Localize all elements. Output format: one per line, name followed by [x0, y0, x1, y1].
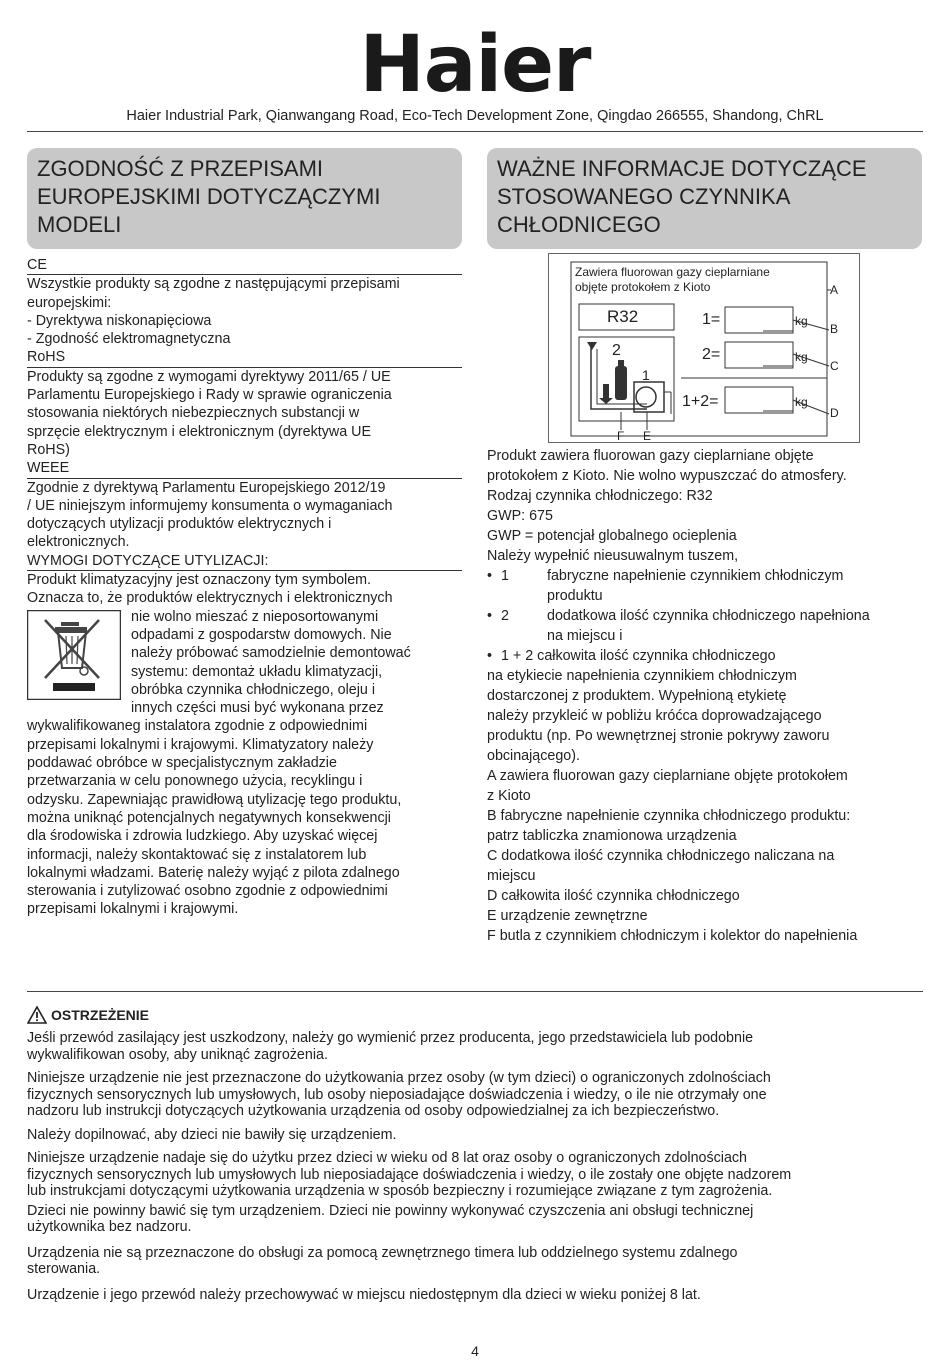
- disposal-line: poddawać obróbce w specjalistycznym zakładzie: [27, 755, 337, 772]
- kg-unit: kg: [795, 314, 808, 328]
- warning-line: Jeśli przewód zasilający jest uszkodzony, należy go wymienić przez producenta, jego przedstawiciela lub podobnie: [27, 1030, 754, 1046]
- ce-line: - Dyrektywa niskonapięciowa: [27, 312, 212, 329]
- diagram-label-line1: Zawiera fluorowan gazy cieplarniane: [575, 265, 770, 279]
- refrigerant-type: R32: [607, 307, 639, 326]
- warning-line: fizycznych sensorycznych lub umysłowych lub nieposiadające doświadczenia i wiedzy, o ile zostały one objęte nadzorem: [27, 1166, 792, 1183]
- disposal-line: wykwalifikowaneg instalatora zgodnie z odpowiednimi: [27, 718, 368, 735]
- right-section-header: [487, 148, 922, 249]
- bullet-item: • 2 dodatkowa ilość czynnika chłodniczego napełniona na miejscu i: [487, 608, 870, 644]
- rohs-line: Parlamentu Europejskiego i Rady w sprawie ograniczenia: [27, 387, 392, 404]
- warning-paragraph: [27, 1203, 927, 1236]
- disposal-line: systemu: demontaż układu klimatyzacji,: [131, 663, 383, 680]
- row3-label: 1+2=: [682, 393, 719, 410]
- warning-paragraph: [27, 1287, 927, 1304]
- warning-paragraph: [27, 1127, 927, 1144]
- letter-d: D: [830, 406, 839, 420]
- page-number: 4: [471, 1343, 479, 1359]
- disposal-line: sterowania i zutylizować osobno zgodnie z odpowiednimi: [27, 883, 388, 900]
- left-header-line: MODELI: [37, 212, 122, 237]
- warning-line: sterowania.: [27, 1261, 101, 1277]
- refrigerant-line: miejscu: [487, 868, 536, 884]
- rohs-line: RoHS): [27, 441, 70, 458]
- disposal-line: nie wolno mieszać z nieposortowanymi: [131, 608, 379, 625]
- refrigerant-line: GWP: 675: [487, 508, 553, 524]
- ce-line: europejskimi:: [27, 294, 112, 311]
- warning-section: [27, 1006, 927, 1303]
- bullet-text: na miejscu i: [547, 628, 623, 644]
- disposal-title: WYMOGI DOTYCZĄCE UTYLIZACJI:: [27, 552, 462, 571]
- refrigerant-line: z Kioto: [487, 788, 531, 804]
- right-header-line: CHŁODNICEGO: [497, 212, 661, 237]
- disposal-line: Produkt klimatyzacyjny jest oznaczony tym symbolem.: [27, 572, 372, 589]
- refrigerant-line: patrz tabliczka znamionowa urządzenia: [487, 828, 737, 844]
- disposal-line: można uniknąć potencjalnych negatywnych konsekwencji: [27, 809, 391, 826]
- letter-a: A: [830, 283, 839, 297]
- disposal-line: odpadami z gospodarstw domowych. Nie: [131, 626, 392, 643]
- bullet-text: fabryczne napełnienie czynnikiem chłodniczym: [547, 568, 844, 584]
- row2-label: 2=: [702, 346, 721, 363]
- kg-unit: kg: [795, 395, 808, 409]
- warning-paragraph: [27, 1150, 927, 1200]
- ce-line: Wszystkie produkty są zgodne z następującymi przepisami: [27, 276, 400, 293]
- left-header-line: EUROPEJSKIMI DOTYCZĄCZYMI: [37, 184, 381, 209]
- warning-line: lub instrukcjami dotyczącymi użytkowania urządzenia w sposób bezpieczny i rozumiejące związane z tym zagrożenia.: [27, 1183, 773, 1199]
- warning-triangle-icon: [27, 1006, 47, 1024]
- rohs-line: stosowania niektórych niebezpiecznych substancji w: [27, 405, 360, 422]
- weee-line: / UE niniejszym informujemy konsumenta o wymaganiach: [27, 497, 393, 514]
- number-2: 2: [612, 342, 621, 359]
- warning-paragraph: [27, 1245, 927, 1278]
- left-section-header: [27, 148, 462, 249]
- crossed-bin-icon: [27, 610, 121, 700]
- refrigerant-line: dostarczonej z produktem. Wypełnioną etykietę: [487, 688, 787, 704]
- company-address: Haier Industrial Park, Qianwangang Road, Eco-Tech Development Zone, Qingdao 266555, Shandong, ChRL: [126, 108, 824, 124]
- weee-line: Zgodnie z dyrektywą Parlamentu Europejskiego 2012/19: [27, 479, 386, 496]
- bullet-text: dodatkowa ilość czynnika chłodniczego napełniona: [547, 608, 870, 624]
- disposal-line: należy próbować samodzielnie demontować: [131, 645, 411, 662]
- diagram-label-line2: objęte protokołem z Kioto: [575, 280, 711, 294]
- kg-unit: kg: [795, 350, 808, 364]
- ce-line: - Zgodność elektromagnetyczna: [27, 331, 231, 348]
- bullet-num: 2: [501, 608, 509, 624]
- refrigerant-line: Rodzaj czynnika chłodniczego: R32: [487, 488, 713, 504]
- letter-f: F: [617, 429, 625, 443]
- disposal-line: Oznacza to, że produktów elektrycznych i elektronicznych: [27, 590, 393, 607]
- row1-label: 1=: [702, 311, 721, 328]
- bullet-text: 1 + 2 całkowita ilość czynnika chłodniczego: [501, 648, 776, 664]
- bullet-item: • 1 + 2 całkowita ilość czynnika chłodniczego: [487, 648, 776, 664]
- refrigerant-line: protokołem z Kioto. Nie wolno wypuszczać do atmosfery.: [487, 468, 847, 484]
- refrigerant-line: GWP = potencjał globalnego ocieplenia: [487, 528, 737, 544]
- refrigerant-line: Należy wypełnić nieusuwalnym tuszem,: [487, 548, 739, 564]
- disposal-wrapped-text: [131, 608, 411, 718]
- weee-line: elektronicznych.: [27, 534, 130, 551]
- warning-divider: [27, 991, 923, 992]
- right-column: [487, 446, 927, 946]
- bullet-item: • 1 fabryczne napełnienie czynnikiem chłodniczym produktu: [487, 568, 844, 604]
- disposal-line: przepisami lokalnymi i krajowymi. Klimatyzatory należy: [27, 736, 374, 753]
- ce-title: CE: [27, 256, 462, 275]
- refrigerant-line: Produkt zawiera fluorowan gazy cieplarniane objęte: [487, 448, 814, 464]
- refrigerant-line: D całkowita ilość czynnika chłodniczego: [487, 888, 740, 904]
- warning-line: wykwalifikowan osoby, aby uniknąć zagrożenia.: [27, 1046, 328, 1063]
- letter-b: B: [830, 322, 839, 336]
- refrigerant-line: C dodatkowa ilość czynnika chłodniczego naliczana na: [487, 848, 835, 864]
- warning-line: Niniejsze urządzenie nie jest przeznaczone do użytkowania przez osoby (w tym dzieci) o ograniczonych zdolnościach: [27, 1070, 771, 1086]
- refrigerant-line: F butla z czynnikiem chłodniczym i kolektor do napełnienia: [487, 928, 858, 944]
- letter-e: E: [643, 429, 652, 443]
- weee-line: dotyczących utylizacji produktów elektrycznych i: [27, 516, 332, 533]
- disposal-line: przetwarzania w celu ponownego użycia, recyklingu i: [27, 773, 363, 790]
- left-header-line: ZGODNOŚĆ Z PRZEPISAMI: [37, 156, 324, 181]
- right-header-line: STOSOWANEGO CZYNNIKA: [497, 184, 791, 209]
- warning-line: Urządzenie i jego przewód należy przechowywać w miejscu niedostępnym dla dzieci w wieku poniżej 8 lat.: [27, 1286, 701, 1303]
- refrigerant-line: na etykiecie napełnienia czynnikiem chłodniczym: [487, 668, 797, 684]
- weee-title: WEEE: [27, 459, 462, 478]
- refrigerant-line: A zawiera fluorowan gazy cieplarniane objęte protokołem: [487, 768, 848, 784]
- rohs-line: sprzęcie elektrycznym i elektronicznym (dyrektywa UE: [27, 423, 372, 440]
- warning-line: Dzieci nie powinny bawić się tym urządzeniem. Dzieci nie powinny wykonywać czyszczenia ani obsługi technicznej: [27, 1202, 754, 1219]
- warning-title: OSTRZEŻENIE: [51, 1007, 150, 1023]
- warning-line: użytkownika bez nadzoru.: [27, 1219, 192, 1235]
- warning-line: Urządzenia nie są przeznaczone do obsługi za pomocą zewnętrznego timera lub oddzielnego systemu zdalnego: [27, 1244, 738, 1261]
- disposal-line: dla środowiska i zdrowia ludzkiego. Aby uzyskać więcej: [27, 828, 378, 845]
- warning-line: nadzoru lub instrukcji dotyczących użytkowania urządzenia od osoby odpowiedzialnej za ich bezpieczeństwo.: [27, 1103, 720, 1119]
- refrigerant-line: E urządzenie zewnętrzne: [487, 908, 648, 924]
- disposal-wrap: [27, 608, 462, 718]
- refrigerant-line: B fabryczne napełnienie czynnika chłodniczego produktu:: [487, 808, 851, 824]
- bullet-text: produktu: [547, 588, 603, 604]
- refrigerant-line: należy przykleić w pobliżu króćca doprowadzającego: [487, 708, 822, 724]
- warning-line: Niniejsze urządzenie nadaje się do użytku przez dzieci w wieku od 8 lat oraz osoby o ograniczonych zdolnościach: [27, 1150, 748, 1166]
- warning-line: fizycznych sensorycznych lub umysłowych, lub osoby nieposiadające doświadczenia i wiedzy, o ile nie otrzymały one: [27, 1086, 767, 1103]
- warning-paragraph: [27, 1030, 927, 1063]
- bullet-num: 1: [501, 568, 509, 584]
- warning-paragraph: [27, 1070, 927, 1120]
- refrigerant-line: obcinającego).: [487, 748, 580, 764]
- disposal-line: przepisami lokalnymi i krajowymi.: [27, 901, 239, 918]
- left-column: [27, 256, 462, 919]
- rohs-line: Produkty są zgodne z wymogami dyrektywy 2011/65 / UE: [27, 368, 391, 385]
- refrigerant-line: produktu (np. Po wewnętrznej stronie pokrywy zaworu: [487, 728, 830, 744]
- number-1: 1: [642, 367, 650, 383]
- weee-symbol: [27, 608, 131, 718]
- warning-line: Należy dopilnować, aby dzieci nie bawiły się urządzeniem.: [27, 1126, 397, 1143]
- haier-logo: Haier: [359, 20, 591, 110]
- disposal-line: informacji, należy skontaktować się z instalatorem lub: [27, 846, 367, 863]
- rohs-title: RoHS: [27, 348, 462, 367]
- disposal-line: lokalnymi władzami. Baterię należy wyjąć z pilota zdalnego: [27, 864, 400, 881]
- disposal-line: innych części musi być wykonana przez: [131, 700, 384, 717]
- disposal-line: odzysku. Zapewniając prawidłową utylizację tego produktu,: [27, 791, 402, 808]
- letter-c: C: [830, 359, 839, 373]
- right-header-line: WAŻNE INFORMACJE DOTYCZĄCE: [497, 156, 867, 181]
- header-divider: [27, 131, 923, 132]
- refrigerant-label-diagram: [548, 253, 860, 443]
- disposal-line: obróbka czynnika chłodniczego, oleju i: [131, 681, 375, 698]
- warning-header: [27, 1006, 927, 1024]
